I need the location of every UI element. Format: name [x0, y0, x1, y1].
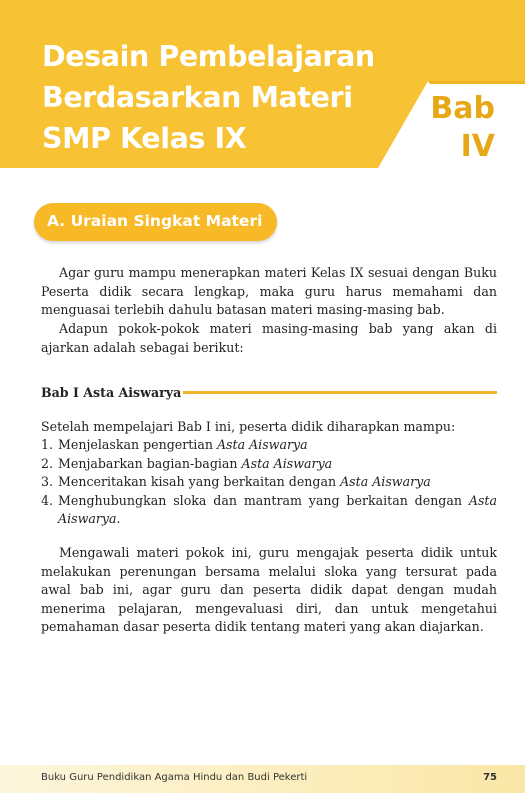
- list-text: [58, 492, 497, 529]
- list-item: [41, 473, 497, 492]
- list-number: 3.: [41, 474, 54, 490]
- list-text-plain: Menjelaskan pengertian: [58, 437, 217, 452]
- list-text-plain: Menjabarkan bagian-bagian: [58, 455, 242, 471]
- list-text-plain: Menceritakan kisah yang berkaitan dengan: [58, 474, 341, 490]
- list-item: [41, 492, 497, 529]
- title-line: Berdasarkan Materi: [42, 81, 353, 114]
- paragraph: Agar guru mampu menerapkan materi Kelas IX sesuai dengan Buku Peserta didik secara lengkap, maka guru harus memahami dan menguasai terlebih dahulu batasan materi masing-masing bab.: [41, 265, 497, 318]
- list-text: [58, 455, 497, 474]
- footer-book-title: Buku Guru Pendidikan Agama Hindu dan Budi Pekerti: [41, 772, 308, 783]
- subheading-bab-1: [41, 382, 497, 400]
- chapter-label: [405, 90, 495, 166]
- paragraph: Mengawali materi pokok ini, guru mengajak peserta didik untuk melakukan perenungan bersama melalui sloka yang tersurat pada awal bab ini, agar guru dan peserta didik dapat dengan mudah menerima pelajaran, mengevaluasi diri, dan untuk mengetahui pemahaman dasar peserta didik tentang materi yang akan diajarkan.: [41, 545, 497, 635]
- list-item: [41, 455, 497, 474]
- list-number: 1.: [41, 437, 54, 452]
- list-text: [58, 436, 497, 455]
- list-item: [41, 436, 497, 455]
- list-text-italic: Asta Aiswarya: [216, 437, 308, 452]
- page-footer: [0, 765, 525, 793]
- subheading-rule: [183, 391, 497, 394]
- section-heading: [34, 203, 277, 241]
- list-text: [58, 473, 497, 492]
- chapter-title: [42, 36, 402, 159]
- list-text-italic: Asta Aiswarya.: [58, 492, 497, 527]
- page-number: 75: [483, 772, 497, 783]
- title-line: SMP Kelas IX: [42, 122, 247, 155]
- subheading-text: Bab I Asta Aiswarya: [41, 385, 185, 400]
- list-number: 2.: [41, 455, 54, 471]
- list-text-italic: Asta Aiswarya: [241, 455, 333, 471]
- chapter-number: IV: [460, 129, 495, 164]
- objective-list: [41, 436, 497, 529]
- title-line: Desain Pembelajaran: [42, 40, 375, 73]
- list-text-italic: Asta Aiswarya: [340, 474, 431, 490]
- list-number: 4.: [41, 492, 54, 508]
- paragraph: Adapun pokok-pokok materi masing-masing bab yang akan di ajarkan adalah sebagai berikut:: [41, 321, 497, 355]
- chapter-label-text: Bab: [430, 91, 495, 126]
- section-heading-text: A. Uraian Singkat Materi: [47, 212, 263, 230]
- chapter-banner: [0, 0, 525, 168]
- list-text-plain: Menghubungkan sloka dan mantram yang berkaitan dengan: [58, 492, 469, 508]
- list-intro: Setelah mempelajari Bab I ini, peserta didik diharapkan mampu:: [41, 419, 456, 434]
